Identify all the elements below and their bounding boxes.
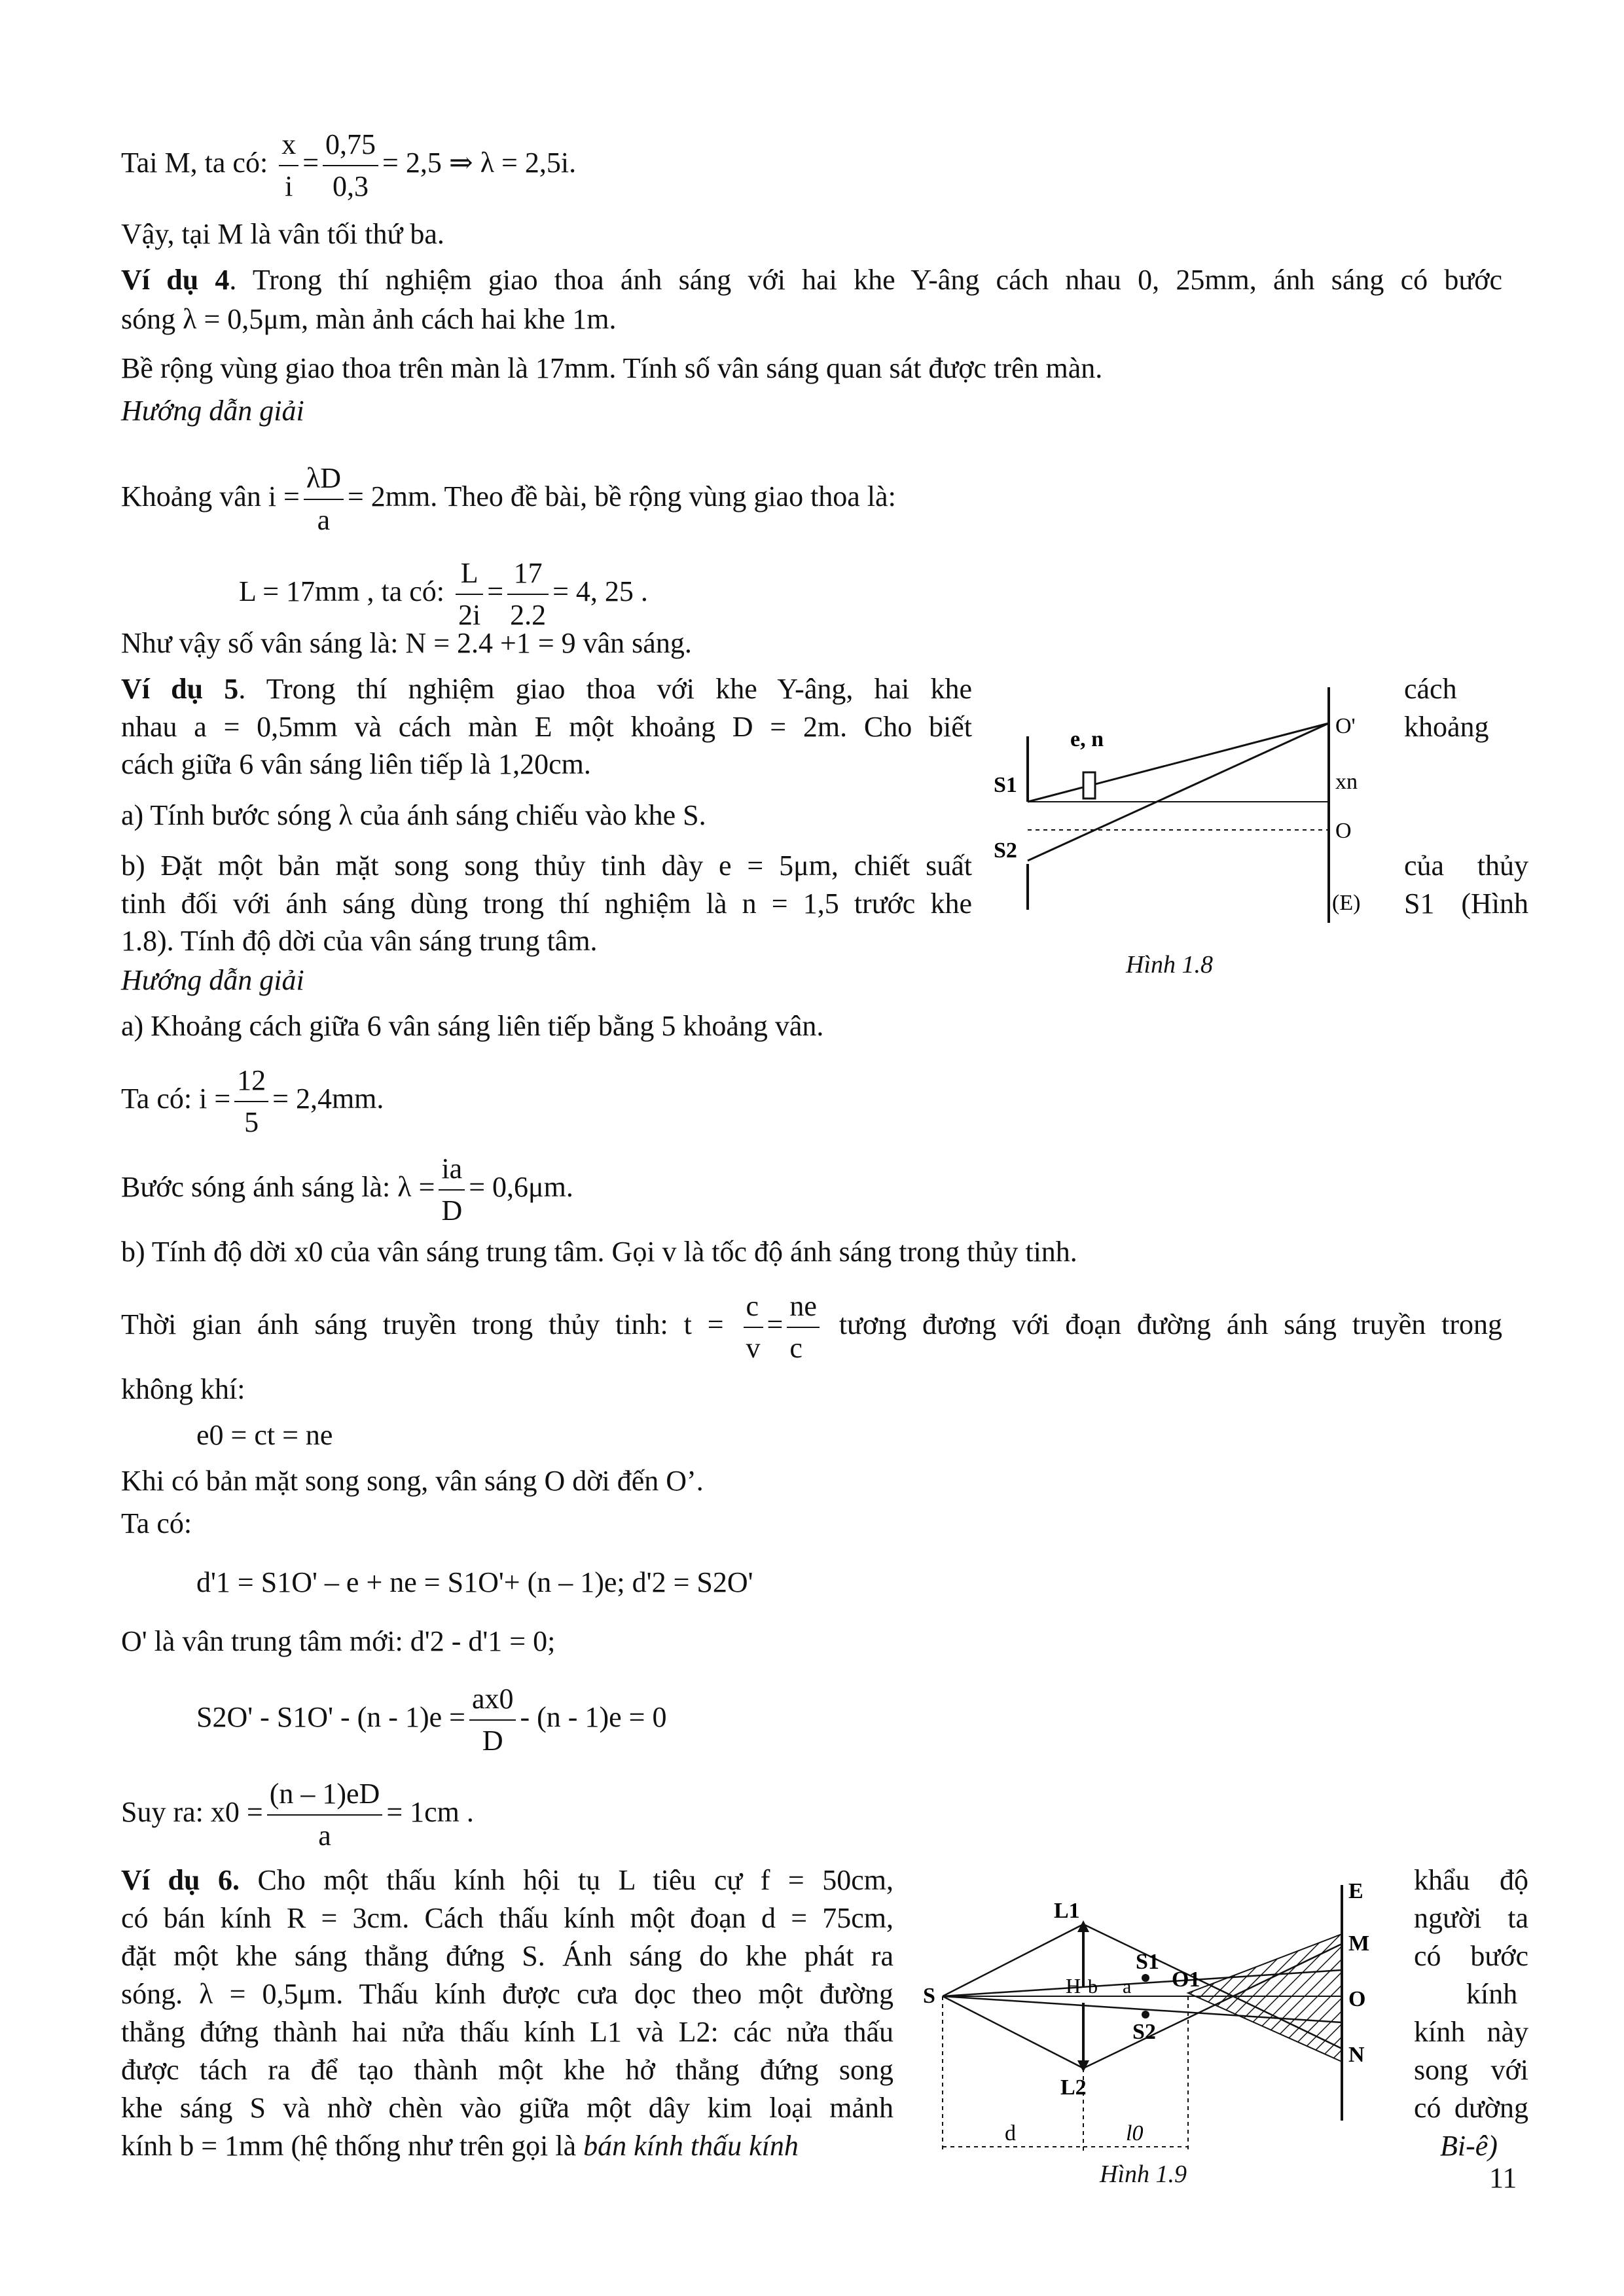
interference-zone [1188,1934,1342,2062]
point-s2 [1142,2011,1149,2018]
label-o: O [1348,1987,1366,2011]
text: Thời gian ánh sáng truyền trong thủy tinh: t = [121,1308,724,1341]
line-van-toi: Vậy, tại M là vân tối thứ ba. [121,218,444,250]
denominator: 2i [458,599,481,631]
line-o-prime: O' là vân trung tâm mới: d'2 - d'1 = 0; [121,1625,556,1657]
label-s2: S2 [1132,2020,1156,2044]
vd6-line6: được tách ra để tạo thành một khe hở thẳng đứng song [121,2054,893,2086]
numerator: ax0 [469,1679,516,1721]
text: = 2mm. Theo đề bài, bề rộng vùng giao thoa là: [347,480,896,513]
vd4-line2: sóng λ = 0,5μm, màn ảnh cách hai khe 1m. [121,303,617,335]
fraction-17-22 [507,553,549,636]
numerator: ia [439,1149,465,1191]
denominator: 2.2 [510,599,547,631]
text: tương đương với đoạn đường ánh sáng truyền trong [839,1308,1503,1341]
label-s2: S2 [994,838,1017,863]
vd5-part-b1: b) Đặt một bản mặt song song thủy tinh dày e = 5μm, chiết suất [121,850,972,882]
line-suy-ra [121,1774,474,1856]
vd5-part-b1-right: của thủy [1404,850,1528,882]
vd4-line3: Bề rộng vùng giao thoa trên màn là 17mm. Tính số vân sáng quan sát được trên màn. [121,352,1103,384]
vd5-line2-right: khoảng [1404,711,1489,743]
italic-term: bán kính thấu kính [583,2130,799,2162]
text: Suy ra: x0 = [121,1796,263,1829]
fraction-lambda-d-a [304,458,344,541]
line-lambda [121,1149,573,1231]
glass-plate [1083,772,1095,798]
example-label: Ví dụ 4 [121,264,230,296]
label-xn: xn [1335,770,1358,794]
label-m: M [1348,1931,1370,1956]
line-khong-khi: không khí: [121,1373,245,1405]
label-e: E [1348,1879,1363,1903]
line-khi-co-ban: Khi có bản mặt song song, vân sáng O dời đến O’. [121,1465,704,1497]
vd6-line6-right: song với [1414,2054,1528,2086]
point-s1 [1142,1974,1149,1982]
vd5-line3: cách giữa 6 vân sáng liên tiếp là 1,20cm. [121,748,591,780]
text: = 2,4mm. [272,1083,384,1115]
label-o: O [1335,819,1352,843]
vd4-line1 [121,262,1502,298]
label-d: d [1005,2121,1016,2145]
label-a: a [1123,1976,1132,1998]
example-label: Ví dụ 6. [121,1864,240,1896]
text: kính b = 1mm (hệ thống như trên gọi là [121,2130,584,2162]
numerator: 0,75 [323,124,378,166]
label-n: N [1348,2043,1365,2067]
numerator: c [744,1286,763,1328]
text: Ta có: i = [121,1083,231,1115]
text: Cho một thấu kính hội tụ L tiêu cự f = 50cm, [239,1864,893,1896]
denominator: c [789,1332,803,1364]
denominator: a [318,1820,331,1852]
figure-1-9-caption: Hình 1.9 [1100,2161,1187,2188]
vd6-line8-right: Bi-ê) [1440,2130,1498,2162]
vd6-line7-right: có dường [1414,2092,1528,2124]
numerator: 12 [234,1060,268,1102]
text: = 2,5 ⇒ λ = 2,5i. [382,147,577,179]
fraction-L-2i [456,553,483,636]
example-label: Ví dụ 5 [121,673,239,705]
text: . Trong thí nghiệm giao thoa ánh sáng với hai khe Y-âng cách nhau 0, 25mm, ánh sáng có bước [229,264,1502,296]
guide-heading: Hướng dẫn giải [121,395,304,427]
equals: = [487,575,504,608]
fraction-12-5 [234,1060,268,1143]
numerator: λD [304,458,344,500]
vd5-line1-right: cách [1404,673,1457,705]
numerator: x [279,124,298,166]
vd6-line4: sóng. λ = 0,5μm. Thấu kính được cưa dọc theo một đường [121,1978,893,2010]
line-tai-m [121,124,576,207]
line-s2o [196,1679,666,1761]
fraction-x0 [267,1774,383,1856]
fraction-ax0-d [469,1679,516,1761]
label-e-n: e, n [1070,727,1104,751]
text: Khoảng vân i = [121,480,300,513]
vd6-line2: có bán kính R = 3cm. Cách thấu kính một đoạn d = 75cm, [121,1902,893,1934]
figure-1-9 [923,1872,1394,2179]
text: = 0,6μm. [469,1171,573,1204]
line-time [121,1286,1502,1369]
text: L = 17mm , ta có: [239,575,445,608]
denominator: i [285,170,293,202]
fraction-ia-d [439,1149,465,1231]
ray-top [943,1924,1083,1996]
fraction-ne-c [787,1286,820,1369]
label-s1: S1 [1136,1950,1159,1974]
line-ta-co: Ta có: [121,1507,192,1539]
vd5-part-b2-right: S1 (Hình [1404,888,1528,920]
label-h: H [1066,1974,1081,1998]
vd6-line8 [121,2128,799,2164]
vd6-line5-right: kính này [1414,2016,1528,2048]
label-screen-e: (E) [1332,891,1361,915]
vd6-line4-right: kính [1466,1978,1518,2010]
sol-part-a: a) Khoảng cách giữa 6 vân sáng liên tiếp bằng 5 khoảng vân. [121,1010,824,1042]
numerator: L [456,553,483,595]
vd6-line3: đặt một khe sáng thẳng đứng S. Ánh sáng do khe phát ra [121,1940,893,1972]
text: - (n - 1)e = 0 [520,1701,667,1734]
vd6-line5: thẳng đứng thành hai nửa thấu kính L1 và L2: các nửa thấu [121,2016,893,2048]
label-b: b [1088,1976,1098,1998]
denominator: D [441,1194,463,1227]
line-so-van-sang: Như vậy số vân sáng là: N = 2.4 +1 = 9 vân sáng. [121,627,692,659]
label-s: S [923,1984,935,2008]
guide-heading: Hướng dẫn giải [121,964,304,996]
line-e0: e0 = ct = ne [196,1419,333,1451]
text: Bước sóng ánh sáng là: λ = [121,1171,435,1204]
equals: = [302,147,319,179]
label-l0: l0 [1126,2121,1144,2145]
denominator: a [317,504,331,536]
label-o-prime: O' [1335,714,1356,738]
figure-1-8-caption: Hình 1.8 [1126,951,1213,978]
text: Tai M, ta có: [121,147,268,179]
denominator: 5 [244,1106,259,1138]
label-s1: S1 [994,773,1017,797]
line-i [121,1060,384,1143]
vd5-part-b2: tinh đối với ánh sáng dùng trong thí nghiệm là n = 1,5 trước khe [121,888,972,920]
label-l1: L1 [1054,1899,1080,1923]
label-l2: L2 [1060,2075,1087,2100]
vd6-line2-right: người ta [1414,1902,1528,1934]
text: . Trong thí nghiệm giao thoa với khe Y-âng, hai khe [238,673,972,705]
equals: = [767,1308,784,1341]
line-d-prime: d'1 = S1O' – e + ne = S1O'+ (n – 1)e; d'2 = S2O' [196,1566,753,1598]
vd5-line1 [121,671,972,708]
text: = 1cm . [386,1796,474,1829]
line-khoang-van [121,458,896,541]
text: = 4, 25 . [552,575,648,608]
page-number: 11 [1489,2162,1517,2194]
fraction-c-v [744,1286,763,1369]
line-L [239,553,648,636]
label-o1: O1 [1172,1967,1200,1992]
vd6-line3-right: có bước [1414,1940,1528,1972]
vd5-part-b3: 1.8). Tính độ dời của vân sáng trung tâm. [121,925,598,957]
denominator: 0,3 [333,170,369,202]
denominator: v [746,1332,761,1364]
vd5-line2: nhau a = 0,5mm và cách màn E một khoảng D = 2m. Cho biết [121,711,972,743]
vd5-part-a: a) Tính bước sóng λ của ánh sáng chiếu vào khe S. [121,799,706,831]
vd6-line1-right: khẩu độ [1414,1864,1528,1896]
vd6-line1 [121,1862,893,1899]
fraction-x-i [279,124,298,207]
numerator: (n – 1)eD [267,1774,383,1816]
denominator: D [482,1725,503,1757]
ray-bottom [943,1996,1083,2068]
numerator: 17 [507,553,549,595]
fraction-075-03 [323,124,378,207]
text: S2O' - S1O' - (n - 1)e = [196,1701,465,1734]
vd6-line7: khe sáng S và nhờ chèn vào giữa một dây kim loại mảnh [121,2092,893,2124]
sol-part-b: b) Tính độ dời x0 của vân sáng trung tâm. Gọi v là tốc độ ánh sáng trong thủy tinh. [121,1236,1077,1268]
numerator: ne [787,1286,820,1328]
